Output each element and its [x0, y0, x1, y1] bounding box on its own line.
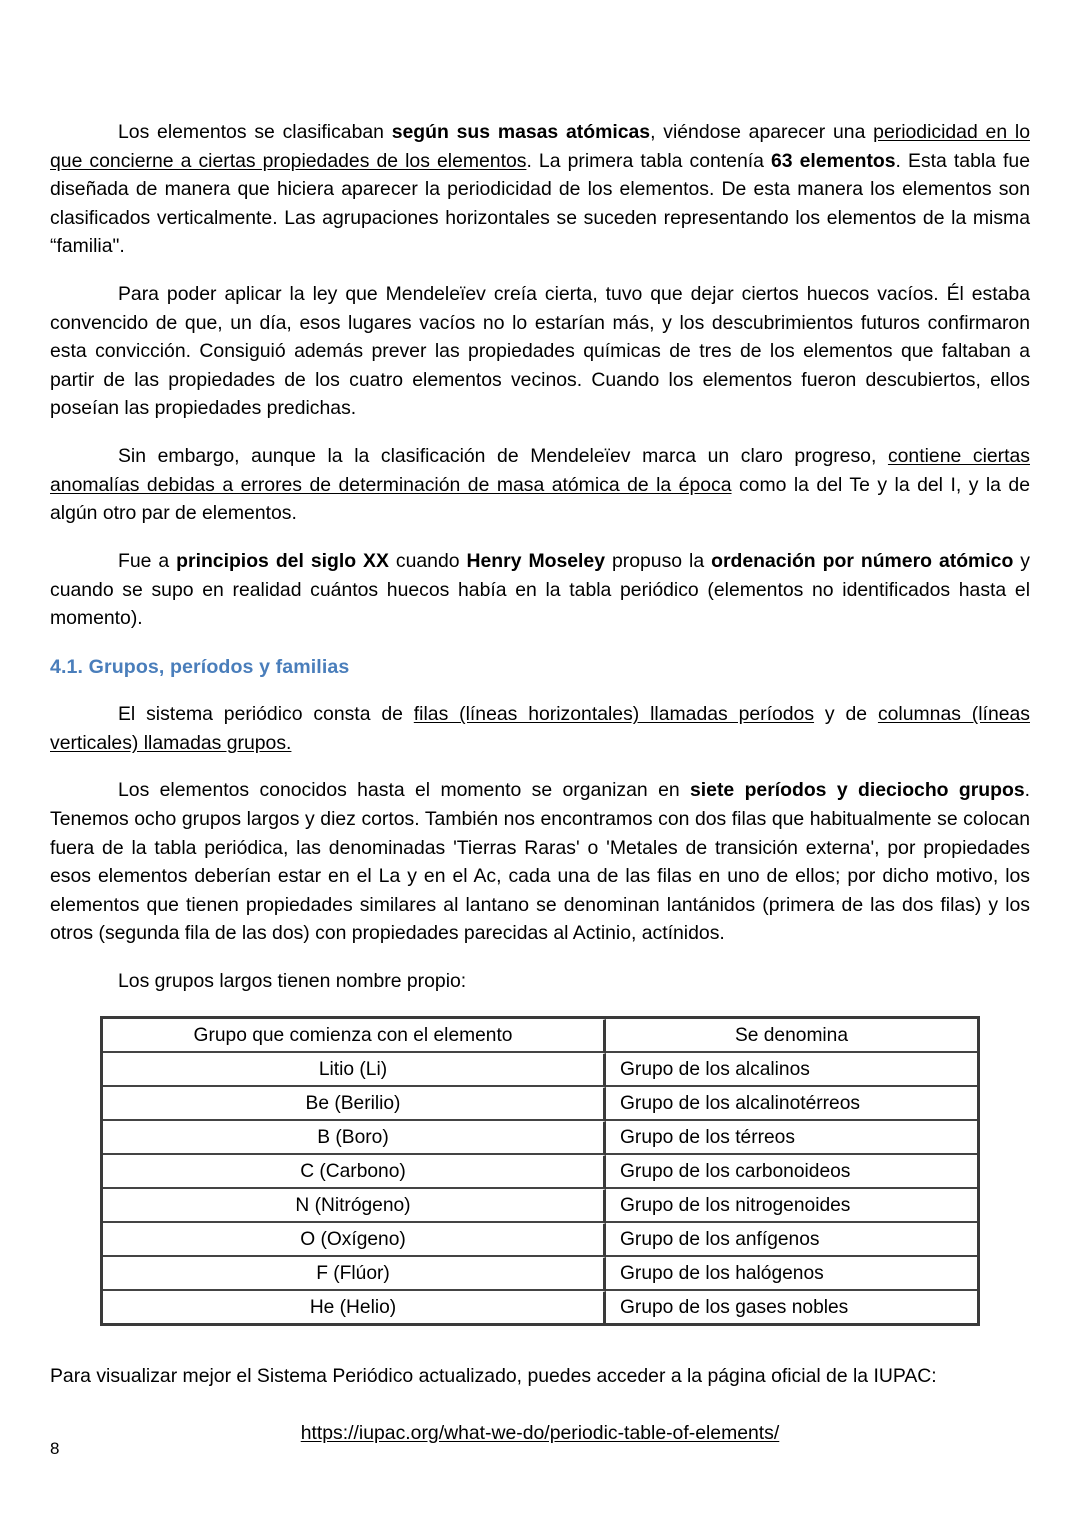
iupac-url-link[interactable]: https://iupac.org/what-we-do/periodic-table-of-elements/	[300, 1421, 780, 1444]
section-heading-4-1: 4.1. Grupos, períodos y familias	[50, 655, 350, 678]
p5-seg1: El sistema periódico consta de	[118, 703, 414, 726]
p4-seg4: y cuando se supo en realidad cuántos huecos había en la tabla periódico (elementos no identificados hasta el momento).	[50, 549, 1030, 630]
p4-seg2: cuando	[388, 549, 467, 572]
table-row	[103, 1189, 977, 1223]
table-row	[103, 1053, 977, 1087]
table-cell-element: Be (Berilio)	[103, 1087, 606, 1121]
table-cell-group-name: Grupo de los anfígenos	[606, 1223, 977, 1257]
table-header-cell-name: Se denomina	[606, 1019, 977, 1053]
p1-bold-masas-atomicas: según sus masas atómicas	[391, 121, 651, 143]
p4-seg1: Fue a	[118, 549, 177, 572]
p2-text: Para poder aplicar la ley que Mendeleïev creía cierta, tuvo que dejar ciertos huecos vacíos. Él estaba convencido de que, un día, esos lugares vacíos no lo estarían más, y los descubrimientos futuros confirmaron esta convicción. Consiguió además prever las propiedades químicas de tres de los elementos que faltaban a partir de las propiedades de los cuatro elementos vecinos. Cuando los elementos fueron descubiertos, ellos poseían las propiedades predichas.	[50, 283, 1030, 420]
table-cell-group-name: Grupo de los gases nobles	[606, 1291, 977, 1323]
paragraph-classification-masses	[50, 118, 1030, 261]
p1-bold-63-elementos: 63 elementos	[770, 149, 896, 172]
paragraph-mendeleev-gaps	[50, 280, 1030, 423]
paragraph-group-names-intro	[50, 967, 1030, 996]
table-cell-element: Litio (Li)	[103, 1053, 606, 1087]
p1-underline-periodicidad: periodicidad en lo que concierne a ciertas propiedades de los elementos	[50, 121, 1030, 172]
p4-bold-henry-moseley: Henry Moseley	[466, 549, 605, 572]
table-cell-element: F (Flúor)	[103, 1257, 606, 1291]
groups-table-container	[50, 1016, 1030, 1326]
table-row	[103, 1155, 977, 1189]
paragraph-periods-groups-definition	[50, 700, 1030, 757]
table-cell-group-name: Grupo de los alcalinos	[606, 1053, 977, 1087]
p7-text: Los grupos largos tienen nombre propio:	[118, 970, 467, 993]
table-cell-element: O (Oxígeno)	[103, 1223, 606, 1257]
p1-seg3: . La primera tabla contenía	[526, 149, 771, 172]
page-number: 8	[50, 1439, 60, 1458]
table-cell-element: C (Carbono)	[103, 1155, 606, 1189]
p3-underline-anomalias: contiene ciertas anomalías debidas a errores de determinación de masa atómica de la época	[50, 445, 1030, 496]
table-cell-group-name: Grupo de los térreos	[606, 1121, 977, 1155]
p1-seg2: , viéndose aparecer una	[650, 121, 874, 143]
table-header-cell-element: Grupo que comienza con el elemento	[103, 1019, 606, 1053]
p5-underline-columnas: columnas (líneas verticales) llamadas grupos.	[50, 703, 1030, 754]
table-cell-group-name: Grupo de los alcalinotérreos	[606, 1087, 977, 1121]
paragraph-anomalies	[50, 442, 1030, 528]
paragraph-seven-periods	[50, 776, 1030, 948]
iupac-url-line	[50, 1419, 1030, 1448]
p3-seg2: como la del Te y la del I, y la de algún otro par de elementos.	[50, 473, 1030, 525]
table-cell-element: B (Boro)	[103, 1121, 606, 1155]
table-row	[103, 1291, 977, 1323]
table-cell-group-name: Grupo de los halógenos	[606, 1257, 977, 1291]
p6-seg2: . Tenemos ocho grupos largos y diez cortos. También nos encontramos con dos filas que habitualmente se colocan fuera de la tabla periódica, las denominadas 'Tierras Raras' o 'Metales de transición externa', por propiedades esos elementos deberían estar en el La y en el Ac, cada una de las filas en uno de ellos; por dicho motivo, los elementos que tienen propiedades similares al lantano se denominan lantánidos (primera de las dos filas) y los otros (segunda fila de las dos) con propiedades parecidas al Actinio, actínidos.	[50, 779, 1030, 945]
table-header-row	[103, 1019, 977, 1053]
p1-seg1: Los elementos se clasificaban	[118, 121, 392, 143]
paragraph-moseley	[50, 547, 1030, 633]
table-cell-group-name: Grupo de los nitrogenoides	[606, 1189, 977, 1223]
paragraph-iupac-intro: Para visualizar mejor el Sistema Periódico actualizado, puedes acceder a la página oficial de la IUPAC:	[50, 1364, 937, 1387]
table-row	[103, 1121, 977, 1155]
p4-bold-ordenacion: ordenación por número atómico	[711, 549, 1014, 572]
table-cell-element: N (Nitrógeno)	[103, 1189, 606, 1223]
p4-bold-siglo-xx: principios del siglo XX	[176, 549, 389, 572]
table-cell-group-name: Grupo de los carbonoideos	[606, 1155, 977, 1189]
p5-underline-filas: filas (líneas horizontales) llamadas períodos	[413, 703, 815, 726]
table-row	[103, 1087, 977, 1121]
p6-bold-siete-periodos: siete períodos y dieciocho grupos	[690, 779, 1025, 802]
table-cell-element: He (Helio)	[103, 1291, 606, 1323]
p6-seg1: Los elementos conocidos hasta el momento se organizan en	[118, 779, 691, 802]
table-row	[103, 1223, 977, 1257]
table-row	[103, 1257, 977, 1291]
groups-table	[100, 1016, 980, 1326]
p5-seg2: y de	[814, 703, 878, 726]
p4-seg3: propuso la	[605, 549, 712, 572]
p3-seg1: Sin embargo, aunque la la clasificación de Mendeleïev marca un claro progreso,	[118, 445, 888, 468]
p1-seg4: . Esta tabla fue diseñada de manera que hiciera aparecer la periodicidad de los elementos. De esta manera los elementos son clasificados verticalmente. Las agrupaciones horizontales se suceden representando los elementos de la misma “familia".	[50, 149, 1030, 258]
document-content	[50, 118, 1030, 1447]
